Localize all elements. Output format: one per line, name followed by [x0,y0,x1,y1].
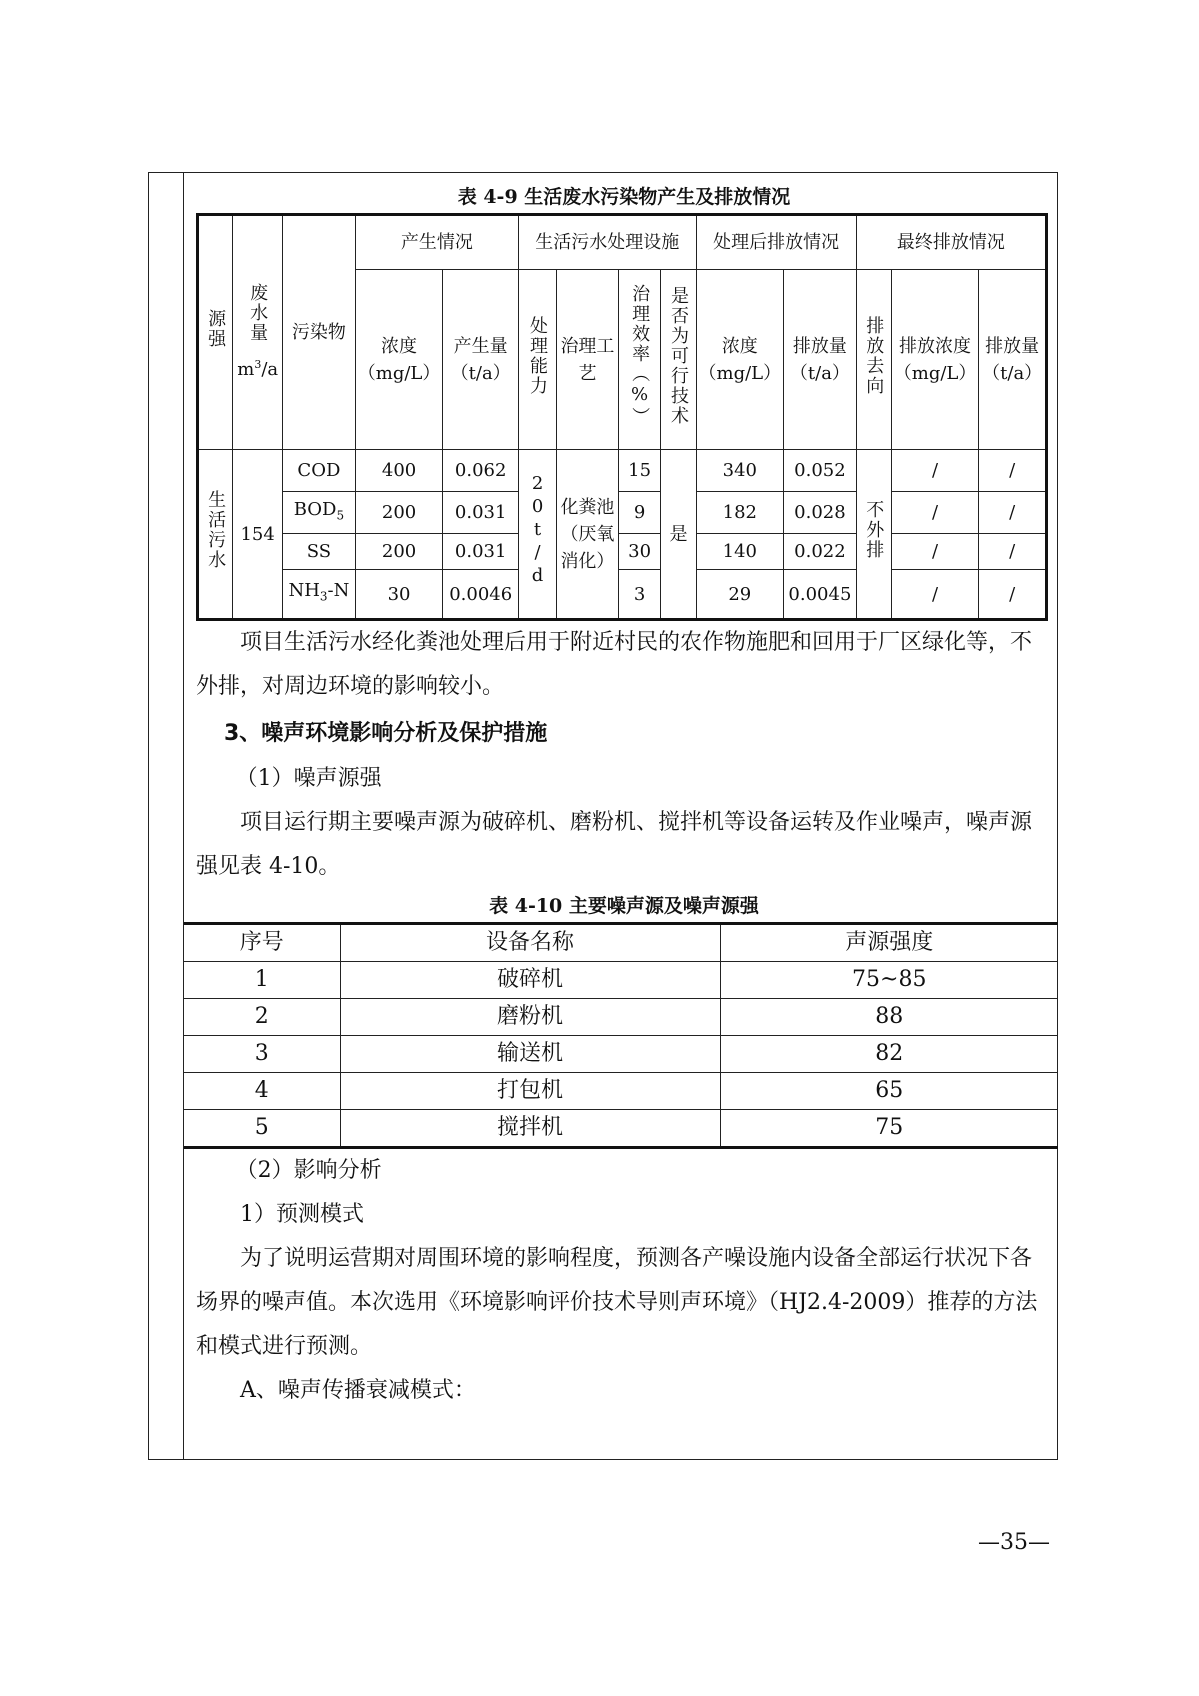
table2-caption: 表 4-10 主要噪声源及噪声源强 [489,895,759,917]
paragraph-wastewater-summary: 项目生活污水经化粪池处理后用于附近村民的农作物施肥和回用于厂区绿化等，不外排，对周边环境的影响较小。 [196,630,1033,699]
table-row [184,1073,1058,1110]
table-row [184,1036,1058,1073]
noise-source-table [184,922,1058,1149]
cell-pollutant: COD [283,450,356,492]
table-row [198,492,1047,534]
cell-final-conc: / [891,492,979,534]
header-final-conc: 排放浓度（mg/L） [891,270,979,450]
cell-final-conc: / [891,570,979,620]
cell-eff: 15 [618,450,661,492]
cell-after-conc: 29 [696,570,784,620]
cell-conc: 400 [355,450,443,492]
cell-eff: 9 [618,492,661,534]
cell-equipment: 输送机 [340,1036,720,1073]
cell-after-conc: 340 [696,450,784,492]
header-efficiency: 治理效率（%） [618,270,661,450]
header-group-treatment: 生活污水处理设施 [519,215,697,270]
header-pollutant: 污染物 [283,215,356,450]
header-feasible: 是否为可行技术 [661,270,696,450]
cell-intensity: 75 [720,1110,1058,1148]
cell-intensity: 75~85 [720,962,1058,999]
header-equipment: 设备名称 [340,924,720,962]
cell-amount: 0.031 [443,492,519,534]
cell-equipment: 打包机 [340,1073,720,1110]
cell-after-amount: 0.052 [784,450,857,492]
header-water-volume: 废水量 $m^3/a$ [233,215,283,450]
cell-equipment: 搅拌机 [340,1110,720,1148]
cell-conc: 200 [355,534,443,570]
cell-source-name: 生活污水 [198,450,233,620]
cell-index: 1 [184,962,340,999]
cell-pollutant: $NH_3-N$ [283,570,356,620]
cell-after-amount: 0.022 [784,534,857,570]
header-prod-amount: 产生量（t/a） [443,270,519,450]
cell-index: 3 [184,1036,340,1073]
paragraph-prediction-method: 为了说明运营期对周围环境的影响程度，预测各产噪设施内设备全部运行状况下各场界的噪声值。本次选用《环境影响评价技术导则声环境》（HJ2.4-2009）推荐的方法和模式进行预测。 [196,1246,1038,1359]
cell-eff: 30 [618,534,661,570]
cell-after-conc: 182 [696,492,784,534]
header-index: 序号 [184,924,340,962]
cell-intensity: 88 [720,999,1058,1036]
header-conc: 浓度（mg/L） [355,270,443,450]
cell-intensity: 65 [720,1073,1058,1110]
header-intensity: 声源强度 [720,924,1058,962]
cell-after-conc: 140 [696,534,784,570]
cell-process: 化粪池（厌氧消化） [557,450,619,620]
cell-amount: 0.031 [443,534,519,570]
header-group-after: 处理后排放情况 [696,215,856,270]
cell-intensity: 82 [720,1036,1058,1073]
cell-index: 4 [184,1073,340,1110]
header-process: 治理工艺 [557,270,619,450]
cell-pollutant: SS [283,534,356,570]
document-content [196,176,1052,1413]
cell-final-amount: / [979,492,1047,534]
table-row [184,999,1058,1036]
cell-conc: 30 [355,570,443,620]
cell-feasible: 是 [661,450,696,620]
cell-equipment: 破碎机 [340,962,720,999]
cell-conc: 200 [355,492,443,534]
table-row [184,1110,1058,1148]
cell-index: 2 [184,999,340,1036]
table-row [198,534,1047,570]
cell-index: 5 [184,1110,340,1148]
cell-equipment: 磨粉机 [340,999,720,1036]
header-final-amount: 排放量（t/a） [979,270,1047,450]
cell-capacity: 20t/d [519,450,557,620]
table-row [198,570,1047,620]
table-header-row [184,924,1058,962]
cell-final-conc: / [891,534,979,570]
page-number: —35— [978,1530,1050,1555]
header-after-conc: 浓度（mg/L） [696,270,784,450]
frame-left-column-divider [183,172,184,1460]
header-direction: 排放去向 [856,270,891,450]
subheading-prediction-model: 1）预测模式 [240,1202,364,1227]
cell-final-amount: / [979,534,1047,570]
table-row [184,962,1058,999]
table-row [198,450,1047,492]
cell-amount: 0.062 [443,450,519,492]
cell-water-volume: 154 [233,450,283,620]
header-capacity: 处理能力 [519,270,557,450]
cell-after-amount: 0.028 [784,492,857,534]
table1-caption: 表 4-9 生活废水污染物产生及排放情况 [457,186,791,208]
header-group-production: 产生情况 [355,215,518,270]
cell-pollutant: $BOD_5$ [283,492,356,534]
cell-after-amount: 0.0045 [784,570,857,620]
cell-final-amount: / [979,450,1047,492]
header-after-amount: 排放量（t/a） [784,270,857,450]
section-heading-noise: 3、噪声环境影响分析及保护措施 [224,721,548,746]
header-group-final: 最终排放情况 [856,215,1046,270]
cell-amount: 0.0046 [443,570,519,620]
cell-direction: 不外排 [856,450,891,620]
cell-final-amount: / [979,570,1047,620]
header-source: 源强 [198,215,233,450]
wastewater-table [196,213,1048,621]
cell-final-conc: / [891,450,979,492]
subheading-attenuation-model: A、噪声传播衰减模式： [240,1378,476,1403]
paragraph-noise-source: 项目运行期主要噪声源为破碎机、磨粉机、搅拌机等设备运转及作业噪声，噪声源强见表 4-10。 [196,810,1033,879]
subheading-noise-source: （1）噪声源强 [235,766,382,791]
cell-eff: 3 [618,570,661,620]
subheading-impact-analysis: （2）影响分析 [235,1158,382,1183]
